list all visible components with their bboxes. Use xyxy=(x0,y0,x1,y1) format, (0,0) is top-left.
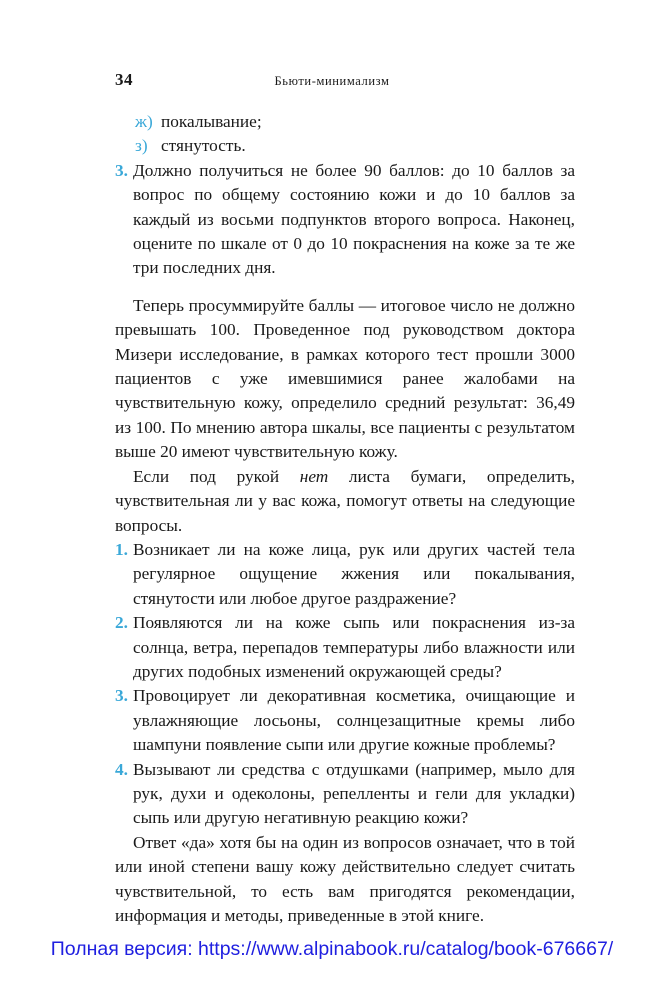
paragraph xyxy=(115,465,575,538)
list-marker: ж) xyxy=(135,112,153,131)
list-item-text: Провоцирует ли декоративная косметика, очищающие и увлажняющие лосьоны, солнцезащитные кремы либо шампуни появление сыпи или другие кожные проблемы? xyxy=(133,686,575,755)
paragraph-text: Если под рукой xyxy=(133,466,300,486)
list-item-text: Должно получиться не более 90 баллов: до 10 баллов за вопрос по общему состоянию кожи и до 10 баллов за каждый из восьми подпунктов второго вопроса. Наконец, оцените по шкале от 0 до 10 покраснения на коже за те же три последних дня. xyxy=(133,160,575,278)
list-marker: 4. xyxy=(115,759,128,779)
list-marker: 3. xyxy=(115,686,128,706)
paragraph: Ответ «да» хотя бы на один из вопросов означает, что в той или иной степени вашу кожу действительно следует считать чувствительной, то есть вам пригодятся рекомендации, информация и методы, приведенные в этой книге. xyxy=(115,832,575,925)
list-item-text: Появляются ли на коже сыпь или покраснения из-за солнца, ветра, перепадов температуры либо влажности или других подобных изменений окружающей среды? xyxy=(133,613,575,681)
list-item xyxy=(115,538,575,611)
list-marker: з) xyxy=(135,136,148,156)
emphasis-text: нет xyxy=(299,466,329,486)
list-item-text: покалывание; xyxy=(161,112,262,131)
list-item-text: Вызывают ли средства с отдушками (например, мыло для рук, духи и одеколоны, репелленты и гели для укладки) сыпь или другую негативную реакцию кожи? xyxy=(133,759,575,828)
list-item-text: стянутость. xyxy=(161,136,246,156)
list-marker: 3. xyxy=(115,160,128,180)
spacer xyxy=(115,281,575,294)
list-item xyxy=(115,684,575,757)
list-item-text: Возникает ли на коже лица, рук или других частей тела регулярное ощущение жжения или покалывания, стянутости или любое другое раздражение? xyxy=(133,539,575,608)
full-version-link[interactable]: Полная версия: https://www.alpinabook.ru/catalog/book-676667/ xyxy=(50,938,614,960)
list-item xyxy=(115,110,575,134)
paragraph-text: листа бумаги, определить, чувствительная ли у вас кожа, помогут ответы на следующие вопросы. xyxy=(115,466,575,535)
list-marker: 1. xyxy=(115,539,128,559)
list-item xyxy=(115,611,575,684)
list-item xyxy=(115,758,575,831)
page-body xyxy=(115,110,575,928)
paragraph: Теперь просуммируйте баллы — итоговое число не должно превышать 100. Проведенное под руководством доктора Мизери исследование, в рамках которого тест прошли 3000 пациентов с уже имевшимися ранее жалобами на чувствительную кожу, определило средний результат: 36,49 из 100. По мнению автора шкалы, все пациенты с результатом выше 20 имеют чувствительную кожу. xyxy=(115,295,575,462)
list-item xyxy=(115,134,575,158)
page-number: 34 xyxy=(115,70,133,89)
list-item xyxy=(115,159,575,281)
running-title: Бьюти-минимализм xyxy=(274,74,390,88)
list-marker: 2. xyxy=(115,613,128,633)
